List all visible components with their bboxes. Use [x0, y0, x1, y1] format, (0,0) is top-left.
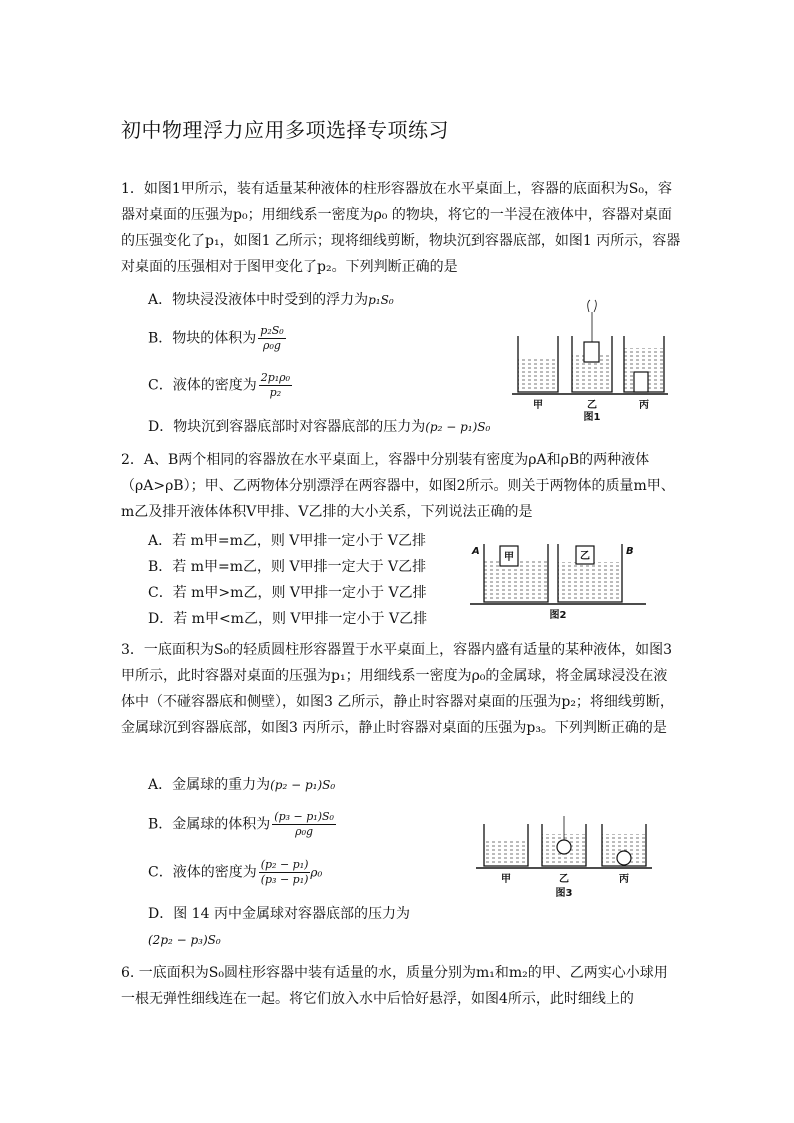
q3-option-c-tail: ρ₀	[310, 865, 323, 880]
fig2-caption: 图2	[549, 610, 567, 620]
fig2-label-b: B	[626, 546, 634, 557]
q3-option-a-expr: (p₂ − p₁)S₀	[270, 778, 336, 792]
fig3-container-yi	[542, 816, 586, 866]
fig2-container-b	[558, 544, 622, 602]
q1-option-b	[148, 324, 286, 353]
figure-2	[466, 540, 650, 620]
q1-b-denominator: ρ₀g	[263, 339, 281, 352]
q1-option-b-label: B．物块的体积为	[148, 330, 257, 347]
fig3-ball-sunk	[617, 851, 631, 865]
fig1-container-jia	[518, 336, 558, 392]
fig3-caption: 图3	[555, 888, 573, 899]
fig2-label-a: A	[472, 546, 480, 557]
q2-option-c: C．若 m甲>m乙，则 V甲排一定小于 V乙排	[148, 585, 427, 601]
q1-c-denominator: p₂	[269, 386, 282, 399]
q1-option-c	[148, 371, 292, 400]
q1-c-numerator: 2p₁ρ₀	[260, 371, 291, 384]
q1-option-a-label: A．物块浸没液体中时受到的浮力为	[148, 292, 369, 308]
q3-b-numerator: (p₃ − p₁)S₀	[274, 810, 334, 823]
fig1-hand-icon	[588, 300, 597, 312]
q1-option-c-label: C．液体的密度为	[148, 377, 257, 394]
fig3-label-jia: 甲	[501, 874, 511, 885]
q1-option-c-fraction	[259, 371, 292, 400]
q1-option-d	[148, 416, 490, 438]
q1-option-b-fraction	[258, 324, 285, 353]
fig2-object-yi-label: 乙	[580, 551, 590, 562]
q3-option-a-label: A．金属球的重力为	[148, 777, 271, 793]
q3-option-d-expr: (2p₂ − p₃)S₀	[148, 933, 221, 947]
question-3-text: 3．一底面积为S₀的轻质圆柱形容器置于水平桌面上，容器内盛有适量的某种液体，如图3甲所示，此时容器对桌面的压强为p₁；用细线系一密度为ρ₀的金属球，将金属球浸没在液体中（不碰容器底和侧壁），如图3 乙所示，静止时容器对桌面的压强为p₂；将细线剪断，金属球沉到容器底部，如图3 丙所示，静止时容器对桌面的压强为p₃。下列判断正确的是	[121, 642, 674, 736]
q1-option-a	[148, 289, 394, 311]
q3-option-d-label: D．图 14 丙中金属球对容器底部的压力为	[148, 906, 410, 922]
q3-c-denominator: (p₃ − p₁)	[260, 873, 309, 886]
fig3-ball-hanging	[557, 840, 571, 854]
fig1-block-hanging	[584, 342, 599, 362]
fig1-container-yi	[572, 300, 612, 392]
fig1-container-bing	[624, 336, 664, 392]
fig1-caption: 图1	[583, 412, 601, 422]
fig1-block-sunk	[634, 372, 648, 392]
q1-option-d-expr: (p₂ − p₁)S₀	[425, 420, 491, 434]
fig1-label-yi: 乙	[587, 400, 597, 411]
q1-b-numerator: p₂S₀	[260, 324, 284, 337]
q2-option-b: B．若 m甲=m乙，则 V甲排一定大于 V乙排	[148, 559, 427, 575]
fig2-container-a	[484, 544, 548, 602]
q3-option-c-fraction	[259, 858, 311, 887]
question-1-text: 1．如图1甲所示，装有适量某种液体的柱形容器放在水平桌面上，容器的底面积为S₀，容器对桌面的压强为p₀；用细线系一密度为ρ₀ 的物块，将它的一半浸在液体中，容器对桌面的压强变化了p₁，如图1 乙所示；现将细线剪断，物块沉到容器底部，如图1 丙所示，容器对桌面的压强相对于图甲变化了p₂。下列判断正确的是	[121, 181, 681, 275]
figure-3	[474, 816, 654, 900]
q3-option-b	[148, 810, 336, 839]
q3-option-b-label: B．金属球的体积为	[148, 816, 271, 833]
question-6-text: 6. 一底面积为S₀圆柱形容器中装有适量的水，质量分别为m₁和m₂的甲、乙两实心小球用一根无弹性细线连在一起。将它们放入水中后恰好悬浮，如图4所示，此时细线上的	[121, 965, 668, 1007]
q3-option-a	[148, 774, 335, 796]
q3-option-d-expr-line	[148, 929, 221, 951]
figure-1	[510, 298, 670, 422]
fig1-label-jia: 甲	[533, 400, 543, 411]
q3-c-numerator: (p₂ − p₁)	[260, 858, 309, 871]
fig3-label-bing: 丙	[619, 874, 629, 885]
q3-option-d	[148, 903, 410, 925]
fig3-label-yi: 乙	[559, 874, 569, 885]
q3-b-denominator: ρ₀g	[295, 825, 314, 838]
fig2-object-jia-label: 甲	[504, 552, 514, 563]
fig3-container-bing	[602, 824, 646, 866]
page-title: 初中物理浮力应用多项选择专项练习	[121, 118, 449, 142]
q1-option-a-expr: p₁S₀	[368, 293, 394, 307]
fig3-container-jia	[484, 824, 528, 866]
question-2-text: 2．A、B两个相同的容器放在水平桌面上，容器中分别装有密度为ρA和ρB的两种液体（ρA>ρB）；甲、乙两物体分别漂浮在两容器中，如图2所示。则关于两物体的质量m甲、m乙及排开液体体积V甲排、V乙排的大小关系，下列说法正确的是	[121, 452, 675, 520]
fig1-label-bing: 丙	[639, 400, 649, 411]
q2-option-d: D．若 m甲<m乙，则 V甲排一定小于 V乙排	[148, 611, 428, 627]
q3-option-b-fraction	[272, 810, 336, 839]
q2-option-a: A．若 m甲=m乙，则 V甲排一定小于 V乙排	[148, 533, 426, 549]
q3-option-c-label: C．液体的密度为	[148, 864, 257, 881]
q3-option-c	[148, 858, 322, 887]
q1-option-d-label: D．物块沉到容器底部时对容器底部的压力为	[148, 419, 426, 435]
